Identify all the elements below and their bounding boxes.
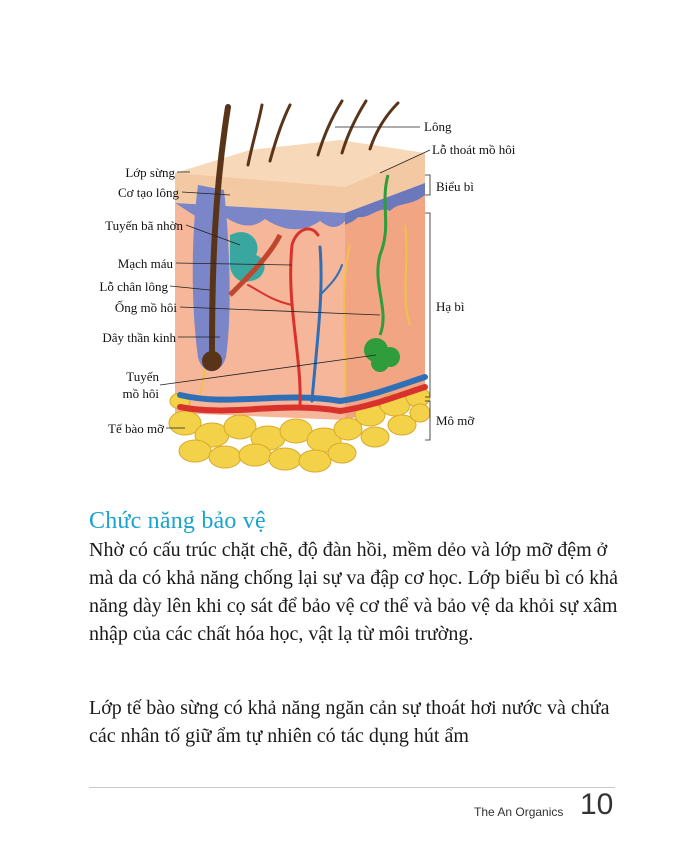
page-number: 10 [580, 788, 614, 821]
footer-brand: The An Organics [474, 805, 564, 819]
label-tuyen: Tuyến [126, 369, 159, 384]
paragraph-2: Lớp tế bào sừng có khả năng ngăn cản sự thoát hơi nước và chứa các nhân tố giữ ẩm tự nhiên có tác dụng hút ẩm [89, 697, 610, 747]
label-ong-mo-hoi: Ống mồ hôi [114, 300, 177, 315]
label-bieu-bi: Biểu bì [436, 179, 474, 194]
footer-divider [89, 787, 615, 788]
label-long: Lông [424, 119, 452, 134]
label-ha-bi: Hạ bì [436, 299, 465, 314]
label-mach-mau: Mạch máu [117, 256, 173, 271]
label-lop-sung: Lớp sừng [125, 165, 175, 180]
label-te-bao-mo: Tế bào mỡ [108, 421, 164, 436]
label-mo-mo: Mô mỡ [436, 413, 475, 428]
label-co-tao-long: Cơ tạo lông [117, 185, 179, 200]
label-tuyen-ba-nhon: Tuyến bã nhờn [105, 218, 183, 233]
skin-diagram [80, 95, 550, 495]
section-title: Chức năng bảo vệ [89, 508, 266, 534]
paragraph-1: Nhờ có cấu trúc chặt chẽ, độ đàn hồi, mềm dẻo và lớp mỡ đệm ở mà da có khả năng chống lại sự va đập cơ học. Lớp biểu bì có khả năng dày lên khi cọ sát để bảo vệ cơ thể và bảo vệ da khỏi sự xâm nhập của các chất hóa học, vật lạ từ môi trường. [89, 539, 619, 645]
label-lo-thoat-mo-hoi: Lỗ thoát mồ hôi [432, 142, 516, 157]
label-lo-chan-long: Lỗ chân lông [99, 279, 168, 294]
label-mo-hoi: mồ hôi [122, 386, 159, 401]
label-day-than-kinh: Dây thần kinh [102, 330, 176, 345]
